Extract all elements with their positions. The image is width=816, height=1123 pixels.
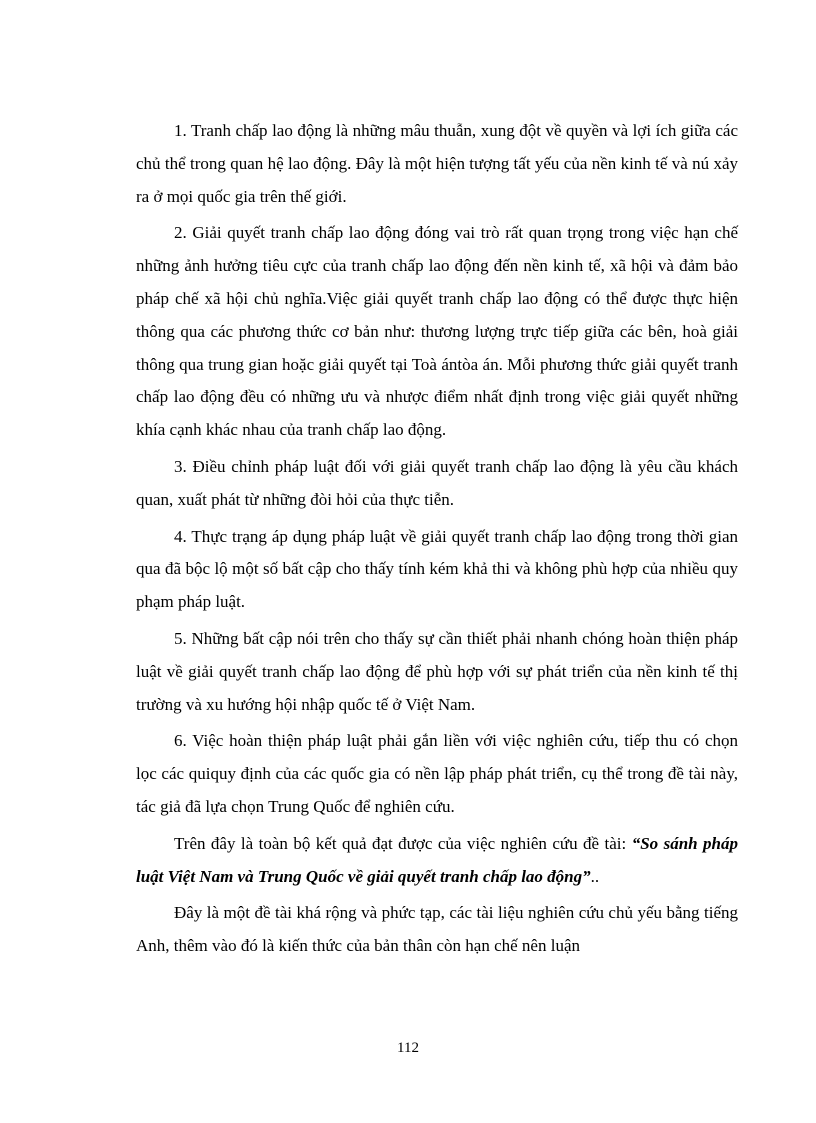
conclusion-paragraph [136,828,738,894]
page-number: 112 [397,1040,419,1056]
paragraph-4: 4. Thực trạng áp dụng pháp luật về giải quyết tranh chấp lao động trong thời gian qua đã bộc lộ một số bất cập cho thấy tính kém khả thi và không phù hợp của nhiều quy phạm pháp luật. [136,526,738,612]
paragraph-3: 3. Điều chỉnh pháp luật đối với giải quyết tranh chấp lao động là yêu cầu khách quan, xuất phát từ những đòi hỏi của thực tiễn. [136,456,738,509]
paragraph-1: 1. Tranh chấp lao động là những mâu thuẫn, xung đột về quyền và lợi ích giữa các chủ thể trong quan hệ lao động. Đây là một hiện tượng tất yếu của nền kinh tế và nú xảy ra ở mọi quốc gia trên thế giới. [136,121,738,206]
paragraph-6: 6. Việc hoàn thiện pháp luật phải gắn liền với việc nghiên cứu, tiếp thu có chọn lọc các quiquy định của các quốc gia có nền lập pháp phát triển, cụ thể trong đề tài này, tác giả đã lựa chọn Trung Quốc để nghiên cứu. [136,731,738,816]
paragraph-5: 5. Những bất cập nói trên cho thấy sự cần thiết phải nhanh chóng hoàn thiện pháp luật về giải quyết tranh chấp lao động để phù hợp với sự phát triển của nền kinh tế thị trường và xu hướng hội nhập quốc tế ở Việt Nam. [136,628,738,714]
thesis-title: “So sánh pháp luật Việt Nam và Trung Quốc về giải quyết tranh chấp lao động” [136,833,738,886]
conclusion-lead: Trên đây là toàn bộ kết quả đạt được của việc nghiên cứu đề tài: [174,833,632,853]
document-body [136,115,738,967]
final-paragraph: Đây là một đề tài khá rộng và phức tạp, các tài liệu nghiên cứu chủ yếu bằng tiếng Anh, thêm vào đó là kiến thức của bản thân còn hạn chế nên luận [136,903,738,956]
paragraph-2: 2. Giải quyết tranh chấp lao động đóng vai trò rất quan trọng trong việc hạn chế những ảnh hưởng tiêu cực của tranh chấp lao động đến nền kinh tế, xã hội và đảm bảo pháp chế xã hội chủ nghĩa.Việc giải quyết tranh chấp lao động có thể được thực hiện thông qua các phương thức cơ bản như: thương lượng trực tiếp giữa các bên, hoà giải thông qua trung gian hoặc giải quyết tại Toà ántòa án. Mỗi phương thức giải quyết tranh chấp lao động đều có những ưu và nhược điểm nhất định trong việc giải quyết những khía cạnh khác nhau của tranh chấp lao động. [136,223,738,440]
conclusion-tail: .. [590,866,600,886]
